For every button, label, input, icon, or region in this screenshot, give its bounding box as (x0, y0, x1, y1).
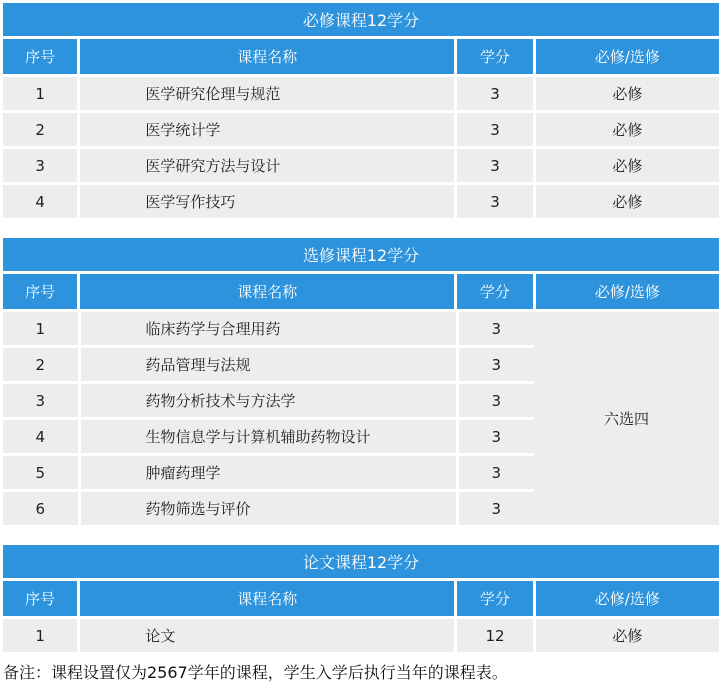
cell-type: 必修 (536, 149, 719, 182)
cell-type: 必修 (536, 113, 719, 146)
cell-course-name: 论文 (80, 619, 454, 652)
header-credit: 学分 (457, 274, 532, 309)
header-type: 必修/选修 (536, 274, 719, 309)
table-row (3, 312, 534, 345)
cell-course-name: 肿瘤药理学 (81, 456, 456, 489)
cell-course-name: 药物筛选与评价 (81, 492, 456, 525)
cell-credit: 12 (457, 619, 532, 652)
cell-no: 6 (3, 492, 78, 525)
table-row (3, 456, 534, 489)
required-table-title: 必修课程12学分 (3, 3, 719, 36)
cell-course-name: 医学写作技巧 (80, 185, 454, 218)
header-course-name: 课程名称 (80, 274, 454, 309)
table-row (3, 492, 534, 525)
cell-credit: 3 (457, 185, 532, 218)
header-credit: 学分 (457, 581, 532, 616)
table-row (3, 149, 719, 182)
table-row (3, 619, 719, 652)
table-row (3, 348, 534, 381)
header-course-name: 课程名称 (80, 39, 454, 74)
footnote: 备注：课程设置仅为2567学年的课程，学生入学后执行当年的课程表。 (3, 663, 508, 682)
cell-credit: 3 (457, 149, 532, 182)
header-course-name: 课程名称 (80, 581, 454, 616)
cell-no: 2 (3, 113, 77, 146)
cell-no: 1 (3, 312, 78, 345)
thesis-header-row (3, 581, 719, 616)
elective-table-title: 选修课程12学分 (3, 238, 719, 271)
thesis-table-title: 论文课程12学分 (3, 545, 719, 578)
elective-body (3, 312, 719, 525)
elective-courses-table (3, 238, 719, 525)
cell-type: 必修 (536, 619, 719, 652)
cell-no: 5 (3, 456, 78, 489)
required-header-row (3, 39, 719, 74)
header-credit: 学分 (457, 39, 532, 74)
cell-type: 必修 (536, 77, 719, 110)
cell-type-merged: 六选四 (534, 312, 719, 525)
cell-credit: 3 (459, 492, 535, 525)
table-row (3, 77, 719, 110)
cell-credit: 3 (459, 312, 535, 345)
cell-no: 3 (3, 384, 78, 417)
header-no: 序号 (3, 39, 77, 74)
header-type: 必修/选修 (536, 581, 719, 616)
cell-no: 1 (3, 619, 77, 652)
header-no: 序号 (3, 274, 77, 309)
header-type: 必修/选修 (536, 39, 719, 74)
cell-course-name: 临床药学与合理用药 (81, 312, 456, 345)
cell-course-name: 药品管理与法规 (81, 348, 456, 381)
cell-credit: 3 (459, 420, 535, 453)
cell-type: 必修 (536, 185, 719, 218)
cell-credit: 3 (457, 77, 532, 110)
cell-course-name: 生物信息学与计算机辅助药物设计 (81, 420, 456, 453)
cell-no: 4 (3, 420, 78, 453)
required-courses-table (3, 3, 719, 218)
cell-credit: 3 (459, 348, 535, 381)
table-row (3, 420, 534, 453)
elective-rows (3, 312, 534, 525)
cell-course-name: 药物分析技术与方法学 (81, 384, 456, 417)
elective-header-row (3, 274, 719, 309)
cell-no: 1 (3, 77, 77, 110)
cell-course-name: 医学研究方法与设计 (80, 149, 454, 182)
cell-credit: 3 (459, 456, 535, 489)
cell-no: 3 (3, 149, 77, 182)
thesis-courses-table (3, 545, 719, 652)
table-row (3, 185, 719, 218)
cell-course-name: 医学研究伦理与规范 (80, 77, 454, 110)
cell-credit: 3 (459, 384, 535, 417)
header-no: 序号 (3, 581, 77, 616)
cell-credit: 3 (457, 113, 532, 146)
table-row (3, 113, 719, 146)
cell-no: 2 (3, 348, 78, 381)
table-row (3, 384, 534, 417)
cell-course-name: 医学统计学 (80, 113, 454, 146)
cell-no: 4 (3, 185, 77, 218)
